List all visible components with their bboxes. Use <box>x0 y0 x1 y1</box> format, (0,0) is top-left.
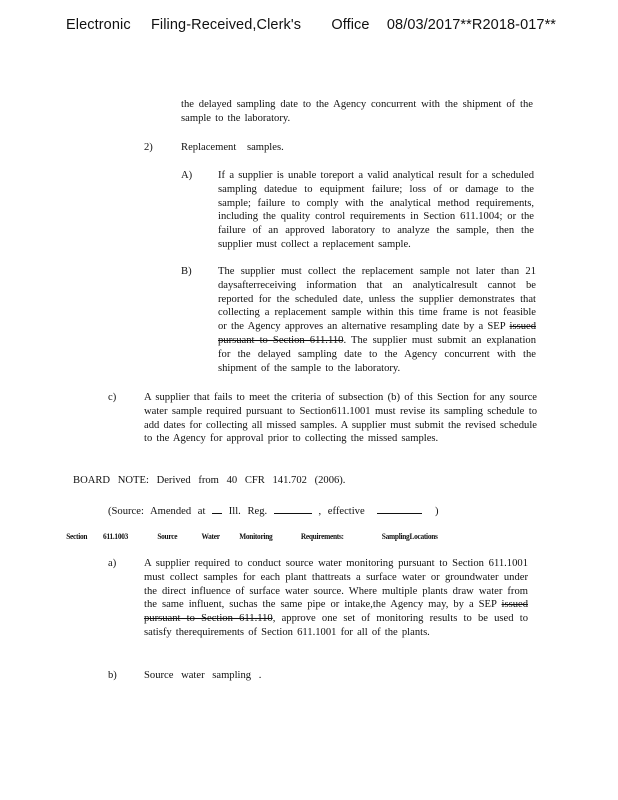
item-B-text-pre: The supplier must collect the replacement sample not later than 21 daysafterreceiving information that an analyticalresult cannot be reported for the scheduled date, unless the supplier demonstrates that collecting a replacement sample within this time frame is not feasible or the Agency approves an alternative resampling date by a SEP <box>218 266 536 333</box>
item-A-label: A) <box>181 170 193 181</box>
item-a-text <box>144 557 528 640</box>
item-A-text: If a supplier is unable toreport a valid analytical result for a scheduled sampling datedue to equipment failure; loss of or damage to the sample; failure to comply with the analytical method requirements, including the quality control requirements in Section 611.1004; or the failure of an approved laboratory to analyze the sample, then the supplier must collect a replacement sample. <box>218 170 534 250</box>
section-label: Section <box>66 532 88 541</box>
continued-paragraph: the delayed sampling date to the Agency concurrent with the shipment of the sample to the laboratory. <box>181 99 533 124</box>
filing-header <box>66 17 556 33</box>
item-B-text-post: . The supplier must submit an explanation for the delayed sampling date to the Agency concurrent with the shipment of the sample to the laboratory. <box>218 334 536 374</box>
section-heading-word-1: Source <box>157 532 178 541</box>
section-number: 611.1003 <box>103 532 129 541</box>
section-heading-word-5: SamplingLocations <box>381 532 438 541</box>
item-a-struck-text: issued pursuant to Section 611.110 <box>144 599 528 625</box>
board-note: BOARD NOTE: Derived from 40 CFR 141.702 (2006). <box>73 475 346 486</box>
header-filing-received: Filing-Received,Clerk's <box>150 17 302 33</box>
source-note-amended: (Source: Amended at <box>108 506 206 517</box>
item-B-struck-text: issued pursuant to Section 611.110 <box>218 321 536 346</box>
section-heading-word-4: Requirements: <box>300 532 344 541</box>
section-heading-word-2: Water <box>201 532 220 541</box>
item-b-label: b) <box>108 670 117 681</box>
item-2-title: Replacement samples. <box>181 142 284 153</box>
header-date-docket: 08/03/2017**R2018-017** <box>386 17 557 33</box>
item-B-label: B) <box>181 266 192 277</box>
item-a-text-post: , approve one set of monitoring results to be used to satisfy therequirements of Section 611.1001 for all of the plants. <box>144 613 528 638</box>
item-a-label: a) <box>108 558 117 569</box>
item-c-label: c) <box>108 392 117 403</box>
header-electronic: Electronic <box>66 17 131 33</box>
source-volume-blank <box>212 503 222 514</box>
source-date-blank <box>377 503 422 514</box>
item-b-text: Source water sampling . <box>144 670 262 681</box>
source-note <box>108 503 439 519</box>
section-heading-word-3: Monitoring <box>239 532 273 541</box>
header-office: Office <box>331 17 370 33</box>
item-c-text: A supplier that fails to meet the criteria of subsection (b) of this Section for any source water sample required pursuant to Section611.1001 must revise its sampling schedule to add dates for collecting all missed samples. A supplier must submit the revised schedule to the Agency for approval prior to collecting the missed samples. <box>144 392 537 445</box>
item-B-text <box>218 265 536 375</box>
source-note-effective: , effective <box>318 506 365 517</box>
item-a-text-pre: A supplier required to conduct source water monitoring pursuant to Section 611.1001 must collect samples for each plant thattreats a surface water or groundwater under the direct influence of surface water source. Where multiple plants draw water from the same influent, suchas the same pipe or intake,the Agency may, by a SEP <box>144 558 528 611</box>
source-note-close: ) <box>434 506 439 517</box>
source-note-reg: Ill. Reg. <box>228 506 268 517</box>
source-page-blank <box>274 503 312 514</box>
item-2-label: 2) <box>144 142 153 153</box>
